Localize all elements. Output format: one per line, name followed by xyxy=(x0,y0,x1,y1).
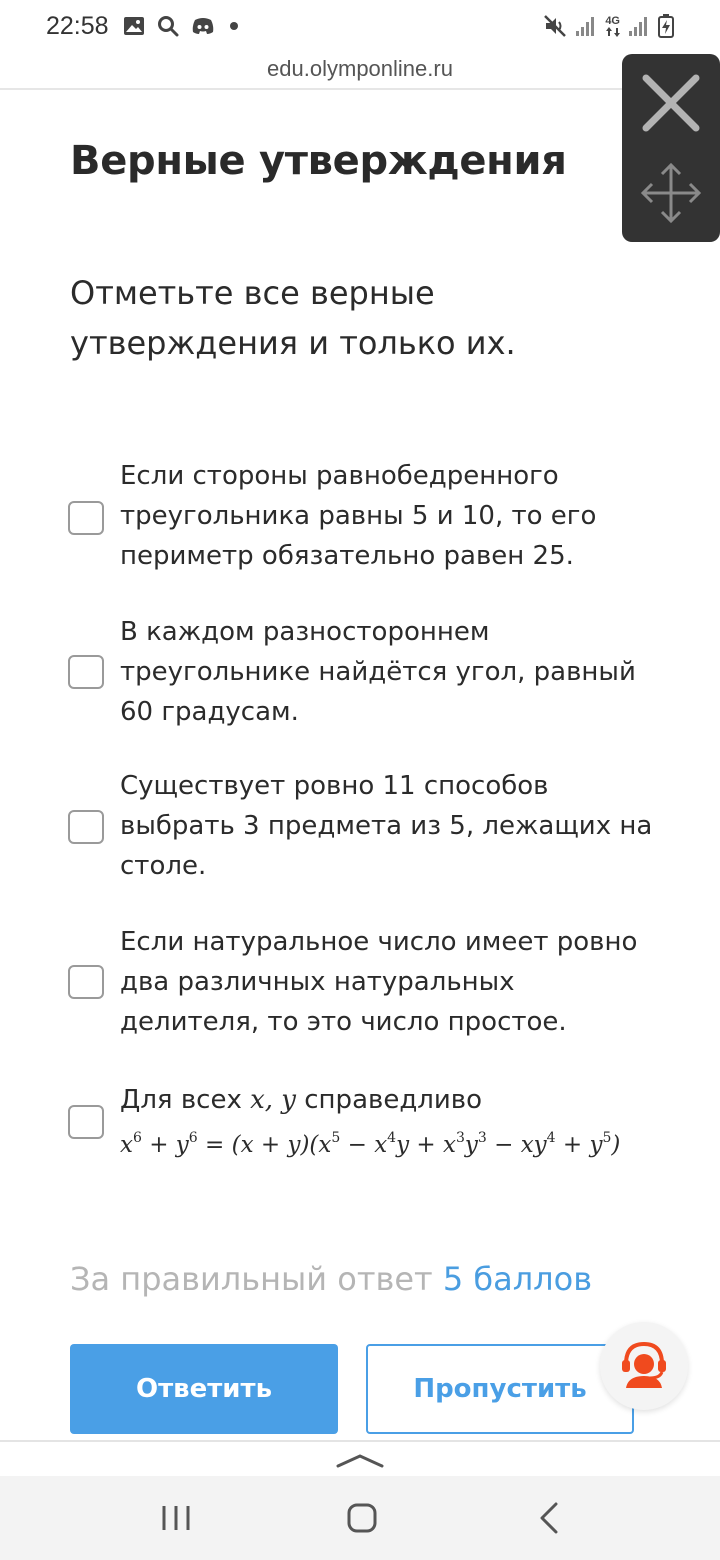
move-icon[interactable] xyxy=(638,160,704,226)
network-label: 4G xyxy=(605,15,620,27)
back-icon[interactable] xyxy=(530,1498,570,1538)
status-left-icons xyxy=(123,15,241,37)
option-checkbox[interactable] xyxy=(68,655,104,689)
mute-icon xyxy=(543,14,567,38)
url-text: edu.olymponline.ru xyxy=(267,56,453,81)
option-checkbox[interactable] xyxy=(68,1105,104,1139)
option-text: Существует ровно 11 способов выбрать 3 предмета из 5, лежащих на столе. xyxy=(120,771,653,881)
support-chat-button[interactable] xyxy=(600,1322,688,1410)
task-instruction: Отметьте все верные утверждения и только их. xyxy=(70,274,516,362)
points-value: 5 баллов xyxy=(442,1260,593,1298)
image-icon xyxy=(123,16,145,36)
signal-icon xyxy=(575,15,597,37)
network-4g-icon xyxy=(605,15,620,37)
option-checkbox[interactable] xyxy=(68,965,104,999)
option-text: Если стороны равнобедренного треугольника равны 5 и 10, то его периметр обязательно равен 25. xyxy=(120,461,597,571)
floating-overlay-widget[interactable] xyxy=(622,54,720,242)
option-math-vars: x, y xyxy=(250,1085,296,1115)
option-checkbox[interactable] xyxy=(68,810,104,844)
status-time: 22:58 xyxy=(46,11,109,40)
home-icon[interactable] xyxy=(342,1498,382,1538)
points-info xyxy=(70,1260,592,1298)
option-formula: $x^6 + y^6 = (x + y)(x^5 - x^4y + x^3y^3 - xy^4 + y^5)$ xyxy=(120,1130,621,1158)
system-nav-bar xyxy=(0,1476,720,1560)
option-text xyxy=(120,1080,660,1120)
points-prefix: За правильный ответ xyxy=(70,1260,433,1298)
bottom-divider xyxy=(0,1440,720,1442)
battery-charging-icon xyxy=(658,14,674,38)
support-operator-icon xyxy=(600,1322,688,1410)
dot-icon xyxy=(227,19,241,33)
option-text-prefix: Для всех xyxy=(120,1085,242,1115)
status-right-icons xyxy=(543,14,674,38)
url-bar[interactable] xyxy=(0,52,720,90)
page-title: Верные утверждения xyxy=(70,138,567,184)
close-icon[interactable] xyxy=(636,68,706,138)
recent-apps-icon[interactable] xyxy=(156,1498,196,1538)
skip-button[interactable]: Пропустить xyxy=(366,1344,634,1434)
option-text: В каждом разностороннем треугольнике найдётся угол, равный 60 градусам. xyxy=(120,617,636,727)
option-text: Если натуральное число имеет ровно два различных натуральных делителя, то это число простое. xyxy=(120,927,638,1037)
url-divider xyxy=(0,88,720,90)
option-text-suffix: справедливо xyxy=(304,1085,483,1115)
signal-icon-2 xyxy=(628,15,650,37)
search-icon xyxy=(157,15,179,37)
answer-button[interactable]: Ответить xyxy=(70,1344,338,1434)
option-checkbox[interactable] xyxy=(68,501,104,535)
status-bar xyxy=(0,0,720,52)
discord-icon xyxy=(191,17,215,35)
chevron-up-icon[interactable] xyxy=(334,1452,386,1470)
